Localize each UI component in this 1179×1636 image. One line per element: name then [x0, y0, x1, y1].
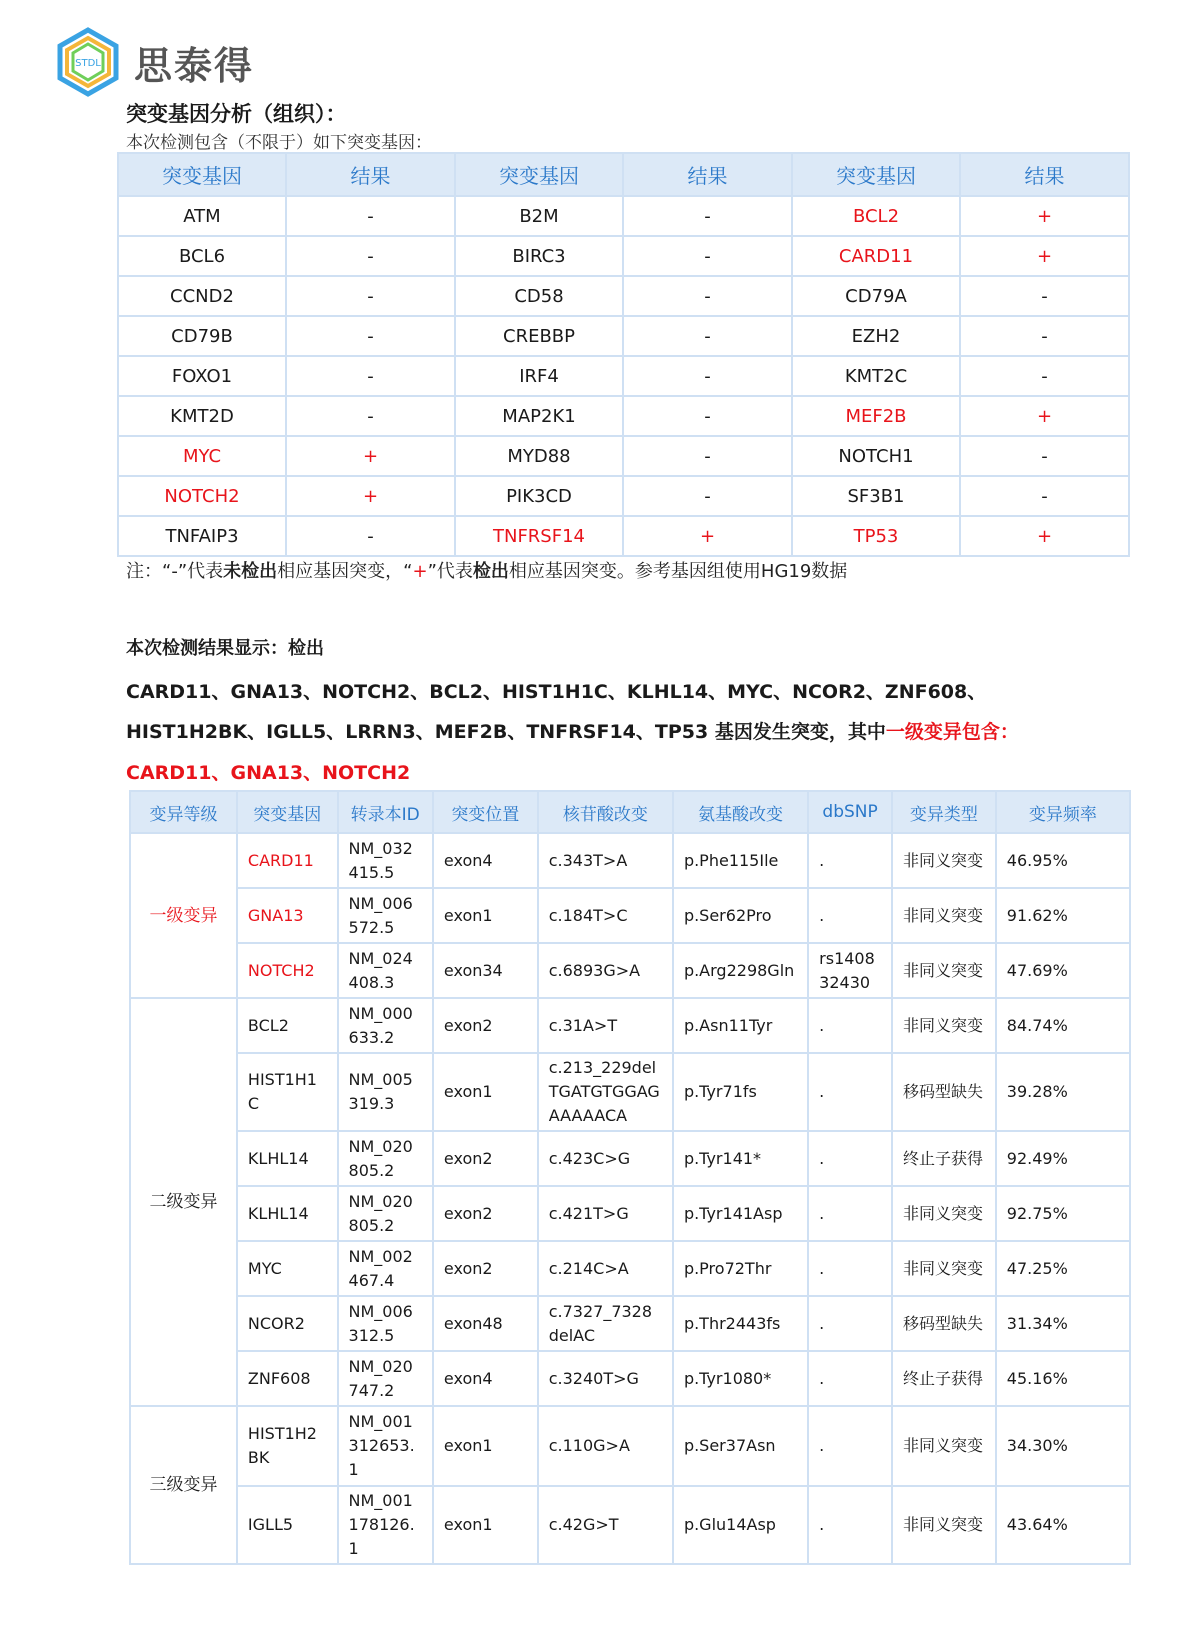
gene-cell: HIST1H2BK	[237, 1406, 338, 1486]
nucleotide-cell: c.6893G>A	[538, 943, 673, 998]
mutation-header-cell: 变异等级	[130, 791, 237, 833]
dbsnp-cell: .	[808, 998, 892, 1053]
gene-name-cell: TP53	[792, 516, 960, 556]
gene-name-cell: KMT2D	[118, 396, 286, 436]
gene-cell: IGLL5	[237, 1486, 338, 1564]
gene-cell: KLHL14	[237, 1186, 338, 1241]
gene-result-cell: -	[623, 276, 792, 316]
gene-name-cell: CARD11	[792, 236, 960, 276]
hexagon-logo-icon	[52, 26, 124, 98]
gene-result-cell: -	[960, 316, 1129, 356]
frequency-cell: 43.64%	[996, 1486, 1130, 1564]
variant-type-cell: 移码型缺失	[892, 1296, 996, 1351]
amino-acid-cell: p.Tyr71fs	[673, 1053, 808, 1131]
transcript-cell: NM_005319.3	[338, 1053, 433, 1131]
header-result: 结果	[960, 153, 1129, 196]
transcript-cell: NM_020805.2	[338, 1186, 433, 1241]
transcript-cell: NM_024408.3	[338, 943, 433, 998]
gene-name-cell: MAP2K1	[455, 396, 623, 436]
mutation-row	[130, 1351, 1130, 1406]
frequency-cell: 92.49%	[996, 1131, 1130, 1186]
position-cell: exon1	[433, 1406, 538, 1486]
variant-type-cell: 终止子获得	[892, 1351, 996, 1406]
amino-acid-cell: p.Arg2298Gln	[673, 943, 808, 998]
dbsnp-cell: .	[808, 1053, 892, 1131]
mutation-header-cell: 突变基因	[237, 791, 338, 833]
gene-result-cell: -	[286, 356, 455, 396]
variant-level-cell: 一级变异	[130, 833, 237, 998]
gene-panel-row	[118, 276, 1129, 316]
frequency-cell: 39.28%	[996, 1053, 1130, 1131]
variant-type-cell: 移码型缺失	[892, 1053, 996, 1131]
amino-acid-cell: p.Thr2443fs	[673, 1296, 808, 1351]
gene-result-cell: -	[286, 316, 455, 356]
amino-acid-cell: p.Tyr1080*	[673, 1351, 808, 1406]
nucleotide-cell: c.31A>T	[538, 998, 673, 1053]
amino-acid-cell: p.Tyr141Asp	[673, 1186, 808, 1241]
gene-result-cell: -	[960, 476, 1129, 516]
header-gene: 突变基因	[455, 153, 623, 196]
dbsnp-cell: .	[808, 888, 892, 943]
company-logo	[52, 22, 254, 102]
variant-type-cell: 终止子获得	[892, 1131, 996, 1186]
amino-acid-cell: p.Pro72Thr	[673, 1241, 808, 1296]
position-cell: exon1	[433, 1053, 538, 1131]
gene-name-cell: BCL6	[118, 236, 286, 276]
dbsnp-cell: .	[808, 1486, 892, 1564]
transcript-cell: NM_006312.5	[338, 1296, 433, 1351]
gene-name-cell: NOTCH1	[792, 436, 960, 476]
dbsnp-cell: .	[808, 1186, 892, 1241]
gene-name-cell: PIK3CD	[455, 476, 623, 516]
mutation-header-cell: 转录本ID	[338, 791, 433, 833]
amino-acid-cell: p.Glu14Asp	[673, 1486, 808, 1564]
mutation-table-body	[130, 833, 1130, 1564]
transcript-cell: NM_020747.2	[338, 1351, 433, 1406]
amino-acid-cell: p.Ser37Asn	[673, 1406, 808, 1486]
gene-panel-row	[118, 356, 1129, 396]
position-cell: exon2	[433, 1186, 538, 1241]
gene-result-cell: -	[623, 316, 792, 356]
gene-result-cell: -	[623, 436, 792, 476]
gene-name-cell: NOTCH2	[118, 476, 286, 516]
gene-panel-body	[118, 196, 1129, 556]
position-cell: exon4	[433, 833, 538, 888]
amino-acid-cell: p.Phe115Ile	[673, 833, 808, 888]
gene-result-cell: -	[286, 396, 455, 436]
gene-panel-row	[118, 316, 1129, 356]
mutation-row	[130, 1486, 1130, 1564]
transcript-cell: NM_032415.5	[338, 833, 433, 888]
gene-name-cell: MYD88	[455, 436, 623, 476]
gene-result-cell: +	[623, 516, 792, 556]
header-result: 结果	[286, 153, 455, 196]
section-subtitle: 本次检测包含（不限于）如下突变基因：	[126, 133, 432, 153]
nucleotide-cell: c.110G>A	[538, 1406, 673, 1486]
gene-result-cell: -	[286, 236, 455, 276]
nucleotide-cell: c.7327_7328delAC	[538, 1296, 673, 1351]
position-cell: exon4	[433, 1351, 538, 1406]
gene-result-cell: +	[286, 476, 455, 516]
gene-name-cell: EZH2	[792, 316, 960, 356]
header-gene: 突变基因	[118, 153, 286, 196]
gene-panel-row	[118, 396, 1129, 436]
mutation-header-cell: 变异类型	[892, 791, 996, 833]
nucleotide-cell: c.423C>G	[538, 1131, 673, 1186]
gene-panel-table	[117, 152, 1130, 557]
gene-name-cell: CD58	[455, 276, 623, 316]
position-cell: exon2	[433, 1131, 538, 1186]
gene-panel-header-row	[118, 153, 1129, 196]
gene-name-cell: BIRC3	[455, 236, 623, 276]
detected-genes-text: CARD11、GNA13、NOTCH2、BCL2、HIST1H1C、KLHL14、MYC、NCOR2、ZNF608、HIST1H2BK、IGLL5、LRRN3、MEF2B、TNFRSF14、TP53 基因发生突变，其中一级变异包含：	[126, 681, 1019, 743]
mutation-row	[130, 1131, 1130, 1186]
mutation-header-cell: 变异频率	[996, 791, 1130, 833]
gene-cell: HIST1H1C	[237, 1053, 338, 1131]
company-name: 思泰得	[134, 43, 255, 88]
variant-type-cell: 非同义突变	[892, 833, 996, 888]
gene-result-cell: +	[960, 396, 1129, 436]
dbsnp-cell: .	[808, 1296, 892, 1351]
frequency-cell: 46.95%	[996, 833, 1130, 888]
mutation-header-cell: dbSNP	[808, 791, 892, 833]
gene-name-cell: B2M	[455, 196, 623, 236]
gene-cell: KLHL14	[237, 1131, 338, 1186]
gene-name-cell: CD79A	[792, 276, 960, 316]
gene-name-cell: TNFRSF14	[455, 516, 623, 556]
mutation-row	[130, 1053, 1130, 1131]
frequency-cell: 91.62%	[996, 888, 1130, 943]
nucleotide-cell: c.184T>C	[538, 888, 673, 943]
nucleotide-cell: c.421T>G	[538, 1186, 673, 1241]
mutation-header-cell: 氨基酸改变	[673, 791, 808, 833]
transcript-cell: NM_002467.4	[338, 1241, 433, 1296]
gene-name-cell: IRF4	[455, 356, 623, 396]
gene-name-cell: FOXO1	[118, 356, 286, 396]
gene-name-cell: KMT2C	[792, 356, 960, 396]
variant-type-cell: 非同义突变	[892, 1406, 996, 1486]
variant-type-cell: 非同义突变	[892, 1241, 996, 1296]
dbsnp-cell: rs140832430	[808, 943, 892, 998]
gene-result-cell: -	[286, 516, 455, 556]
variant-level-cell: 二级变异	[130, 998, 237, 1406]
frequency-cell: 47.25%	[996, 1241, 1130, 1296]
logo-mark-text: STDL	[75, 58, 101, 69]
gene-name-cell: BCL2	[792, 196, 960, 236]
gene-cell: NOTCH2	[237, 943, 338, 998]
gene-cell: NCOR2	[237, 1296, 338, 1351]
variant-type-cell: 非同义突变	[892, 888, 996, 943]
transcript-cell: NM_001178126.1	[338, 1486, 433, 1564]
mutation-row	[130, 1186, 1130, 1241]
position-cell: exon2	[433, 998, 538, 1053]
position-cell: exon1	[433, 1486, 538, 1564]
gene-result-cell: +	[960, 516, 1129, 556]
mutation-row	[130, 1406, 1130, 1486]
mutation-row	[130, 888, 1130, 943]
frequency-cell: 31.34%	[996, 1296, 1130, 1351]
gene-result-cell: -	[286, 276, 455, 316]
gene-result-cell: -	[960, 356, 1129, 396]
variant-type-cell: 非同义突变	[892, 1186, 996, 1241]
amino-acid-cell: p.Asn11Tyr	[673, 998, 808, 1053]
result-heading: 本次检测结果显示：检出	[126, 638, 324, 659]
gene-result-cell: +	[960, 196, 1129, 236]
gene-cell: ZNF608	[237, 1351, 338, 1406]
gene-name-cell: MEF2B	[792, 396, 960, 436]
gene-cell: BCL2	[237, 998, 338, 1053]
nucleotide-cell: c.3240T>G	[538, 1351, 673, 1406]
nucleotide-cell: c.343T>A	[538, 833, 673, 888]
mutation-row	[130, 1296, 1130, 1351]
gene-panel-row	[118, 196, 1129, 236]
level1-label: 一级变异包含：	[885, 721, 1019, 743]
frequency-cell: 92.75%	[996, 1186, 1130, 1241]
variant-type-cell: 非同义突变	[892, 943, 996, 998]
gene-name-cell: CD79B	[118, 316, 286, 356]
dbsnp-cell: .	[808, 1406, 892, 1486]
gene-result-cell: +	[286, 436, 455, 476]
mutation-row	[130, 998, 1130, 1053]
header-gene: 突变基因	[792, 153, 960, 196]
gene-cell: MYC	[237, 1241, 338, 1296]
mutation-row	[130, 833, 1130, 888]
position-cell: exon1	[433, 888, 538, 943]
gene-name-cell: TNFAIP3	[118, 516, 286, 556]
gene-name-cell: ATM	[118, 196, 286, 236]
gene-name-cell: SF3B1	[792, 476, 960, 516]
variant-type-cell: 非同义突变	[892, 998, 996, 1053]
position-cell: exon48	[433, 1296, 538, 1351]
gene-cell: CARD11	[237, 833, 338, 888]
position-cell: exon34	[433, 943, 538, 998]
nucleotide-cell: c.214C>A	[538, 1241, 673, 1296]
mutation-header-row	[130, 791, 1130, 833]
gene-panel-row	[118, 436, 1129, 476]
frequency-cell: 34.30%	[996, 1406, 1130, 1486]
amino-acid-cell: p.Ser62Pro	[673, 888, 808, 943]
gene-panel-row	[118, 516, 1129, 556]
nucleotide-cell: c.213_229delTGATGTGGAGAAAAACA	[538, 1053, 673, 1131]
frequency-cell: 45.16%	[996, 1351, 1130, 1406]
gene-name-cell: MYC	[118, 436, 286, 476]
mutation-detail-table	[129, 790, 1131, 1565]
dbsnp-cell: .	[808, 833, 892, 888]
position-cell: exon2	[433, 1241, 538, 1296]
gene-panel-row	[118, 476, 1129, 516]
mutation-row	[130, 943, 1130, 998]
transcript-cell: NM_001312653.1	[338, 1406, 433, 1486]
gene-result-cell: -	[623, 236, 792, 276]
gene-name-cell: CREBBP	[455, 316, 623, 356]
dbsnp-cell: .	[808, 1131, 892, 1186]
variant-level-cell: 三级变异	[130, 1406, 237, 1564]
gene-result-cell: -	[960, 436, 1129, 476]
frequency-cell: 47.69%	[996, 943, 1130, 998]
transcript-cell: NM_020805.2	[338, 1131, 433, 1186]
mutation-row	[130, 1241, 1130, 1296]
gene-result-cell: -	[960, 276, 1129, 316]
mutation-header-cell: 突变位置	[433, 791, 538, 833]
transcript-cell: NM_000633.2	[338, 998, 433, 1053]
gene-name-cell: CCND2	[118, 276, 286, 316]
gene-result-cell: +	[960, 236, 1129, 276]
mutation-header-cell: 核苷酸改变	[538, 791, 673, 833]
header-result: 结果	[623, 153, 792, 196]
gene-panel-row	[118, 236, 1129, 276]
frequency-cell: 84.74%	[996, 998, 1130, 1053]
gene-cell: GNA13	[237, 888, 338, 943]
gene-result-cell: -	[623, 476, 792, 516]
section-title: 突变基因分析（组织）：	[126, 102, 347, 126]
level1-genes: CARD11、GNA13、NOTCH2	[126, 762, 411, 784]
gene-result-cell: -	[286, 196, 455, 236]
nucleotide-cell: c.42G>T	[538, 1486, 673, 1564]
gene-result-cell: -	[623, 356, 792, 396]
dbsnp-cell: .	[808, 1351, 892, 1406]
amino-acid-cell: p.Tyr141*	[673, 1131, 808, 1186]
transcript-cell: NM_006572.5	[338, 888, 433, 943]
dbsnp-cell: .	[808, 1241, 892, 1296]
variant-type-cell: 非同义突变	[892, 1486, 996, 1564]
legend-note: 注：“-”代表未检出相应基因突变，“+”代表检出相应基因突变。参考基因组使用HG19数据	[126, 561, 848, 582]
gene-result-cell: -	[623, 396, 792, 436]
gene-result-cell: -	[623, 196, 792, 236]
